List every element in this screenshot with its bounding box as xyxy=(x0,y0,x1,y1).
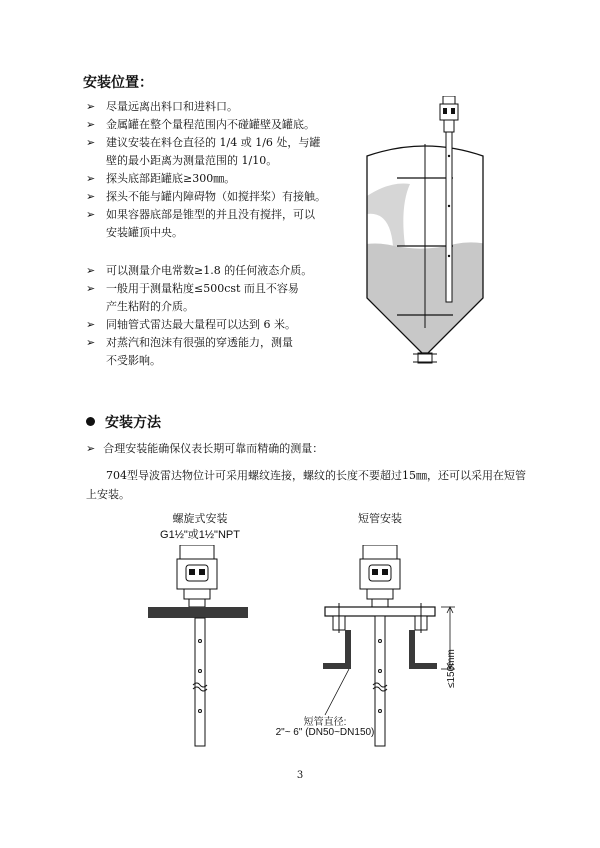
bullet-text: 产生粘附的介质。 xyxy=(106,300,194,313)
nozzle-height-dimension: ≤150mm xyxy=(446,649,457,688)
bullet-item xyxy=(86,116,326,134)
arrow-bullet-icon: ➢ xyxy=(86,318,96,331)
bullet-item xyxy=(86,334,312,370)
method-intro: ➢ 合理安装能确保仪表长期可靠而精确的测量： xyxy=(86,442,324,455)
arrow-bullet-icon: ➢ xyxy=(86,442,96,455)
bullet-text: 尽量远离出料口和进料口。 xyxy=(106,100,238,113)
arrow-bullet-icon: ➢ xyxy=(86,172,96,185)
page-number: 3 xyxy=(296,770,304,781)
bullet-text: 可以测量介电常数≥1.8 的任何液态介质。 xyxy=(106,264,313,277)
bullet-text: 壁的最小距离为测量范围的 1/10。 xyxy=(106,154,278,167)
arrow-bullet-icon: ➢ xyxy=(86,336,96,349)
probe-rod xyxy=(446,132,452,302)
arrow-bullet-icon: ➢ xyxy=(86,118,96,131)
threaded-probe-rod xyxy=(195,618,205,746)
arrow-bullet-icon: ➢ xyxy=(86,190,96,203)
bullet-item xyxy=(86,134,326,170)
arrow-bullet-icon: ➢ xyxy=(86,282,96,295)
nozzle-install-title: 短管安装 xyxy=(358,513,402,525)
tank-diagram xyxy=(355,96,495,371)
bullet-dot-icon xyxy=(86,417,95,426)
bullet-item xyxy=(86,170,326,188)
bullet-text: 如果容器底部是锥型的并且没有搅拌，可以 xyxy=(106,208,315,221)
threaded-install-title: 螺旋式安装 xyxy=(172,513,228,525)
section-heading-install-position: 安装位置： xyxy=(83,75,153,91)
bullet-text: 一般用于测量粘度≤500cst 而且不容易 xyxy=(106,282,299,295)
nozzle-wall-right xyxy=(409,630,437,669)
radar-head xyxy=(440,104,458,120)
bullet-item xyxy=(86,188,326,206)
bullet-text: 建议安装在料仓直径的 1/4 或 1/6 处，与罐 xyxy=(106,136,321,149)
section-heading-install-method: 安装方法 xyxy=(86,412,161,432)
bullet-text: 对蒸汽和泡沫有很强的穿透能力，测量 xyxy=(106,336,293,349)
arrow-bullet-icon: ➢ xyxy=(86,264,96,277)
bullet-item xyxy=(86,98,326,116)
bullet-list-position xyxy=(86,98,326,242)
bullet-text: 探头不能与罐内障碍物（如搅拌桨）有接触。 xyxy=(106,190,326,203)
bullet-text: 探头底部距罐底≥300㎜。 xyxy=(106,172,236,185)
bullet-item xyxy=(86,280,312,316)
nozzle-diameter-note-value: 2"~ 6" (DN50~DN150) xyxy=(275,727,375,738)
arrow-bullet-icon: ➢ xyxy=(86,100,96,113)
callout-leader xyxy=(325,669,349,715)
bullet-text: 同轴管式雷达最大量程可以达到 6 米。 xyxy=(106,318,296,331)
nozzle-diameter-note-title: 短管直径: xyxy=(303,717,347,728)
bullet-item xyxy=(86,262,312,280)
threaded-install-spec: G1½"或1½"NPT xyxy=(160,529,240,541)
bullet-text: 不受影响。 xyxy=(106,354,161,367)
nozzle-flange xyxy=(325,607,435,616)
bullet-item xyxy=(86,316,312,334)
bullet-list-features xyxy=(86,262,312,370)
bullet-text: 金属罐在整个量程范围内不碰罐壁及罐底。 xyxy=(106,118,315,131)
bullet-item xyxy=(86,206,326,242)
method-paragraph: 704型导波雷达物位计可采用螺纹连接，螺纹的长度不要超过15㎜，还可以采用在短管上安装。 xyxy=(86,469,526,501)
inflow-stream xyxy=(367,184,410,247)
nozzle-wall-left xyxy=(323,630,351,669)
bullet-text: 安装罐顶中央。 xyxy=(106,226,183,239)
threaded-install-diagram xyxy=(140,545,270,750)
tank-roof-plate xyxy=(148,607,248,618)
arrow-bullet-icon: ➢ xyxy=(86,136,96,149)
arrow-bullet-icon: ➢ xyxy=(86,208,96,221)
